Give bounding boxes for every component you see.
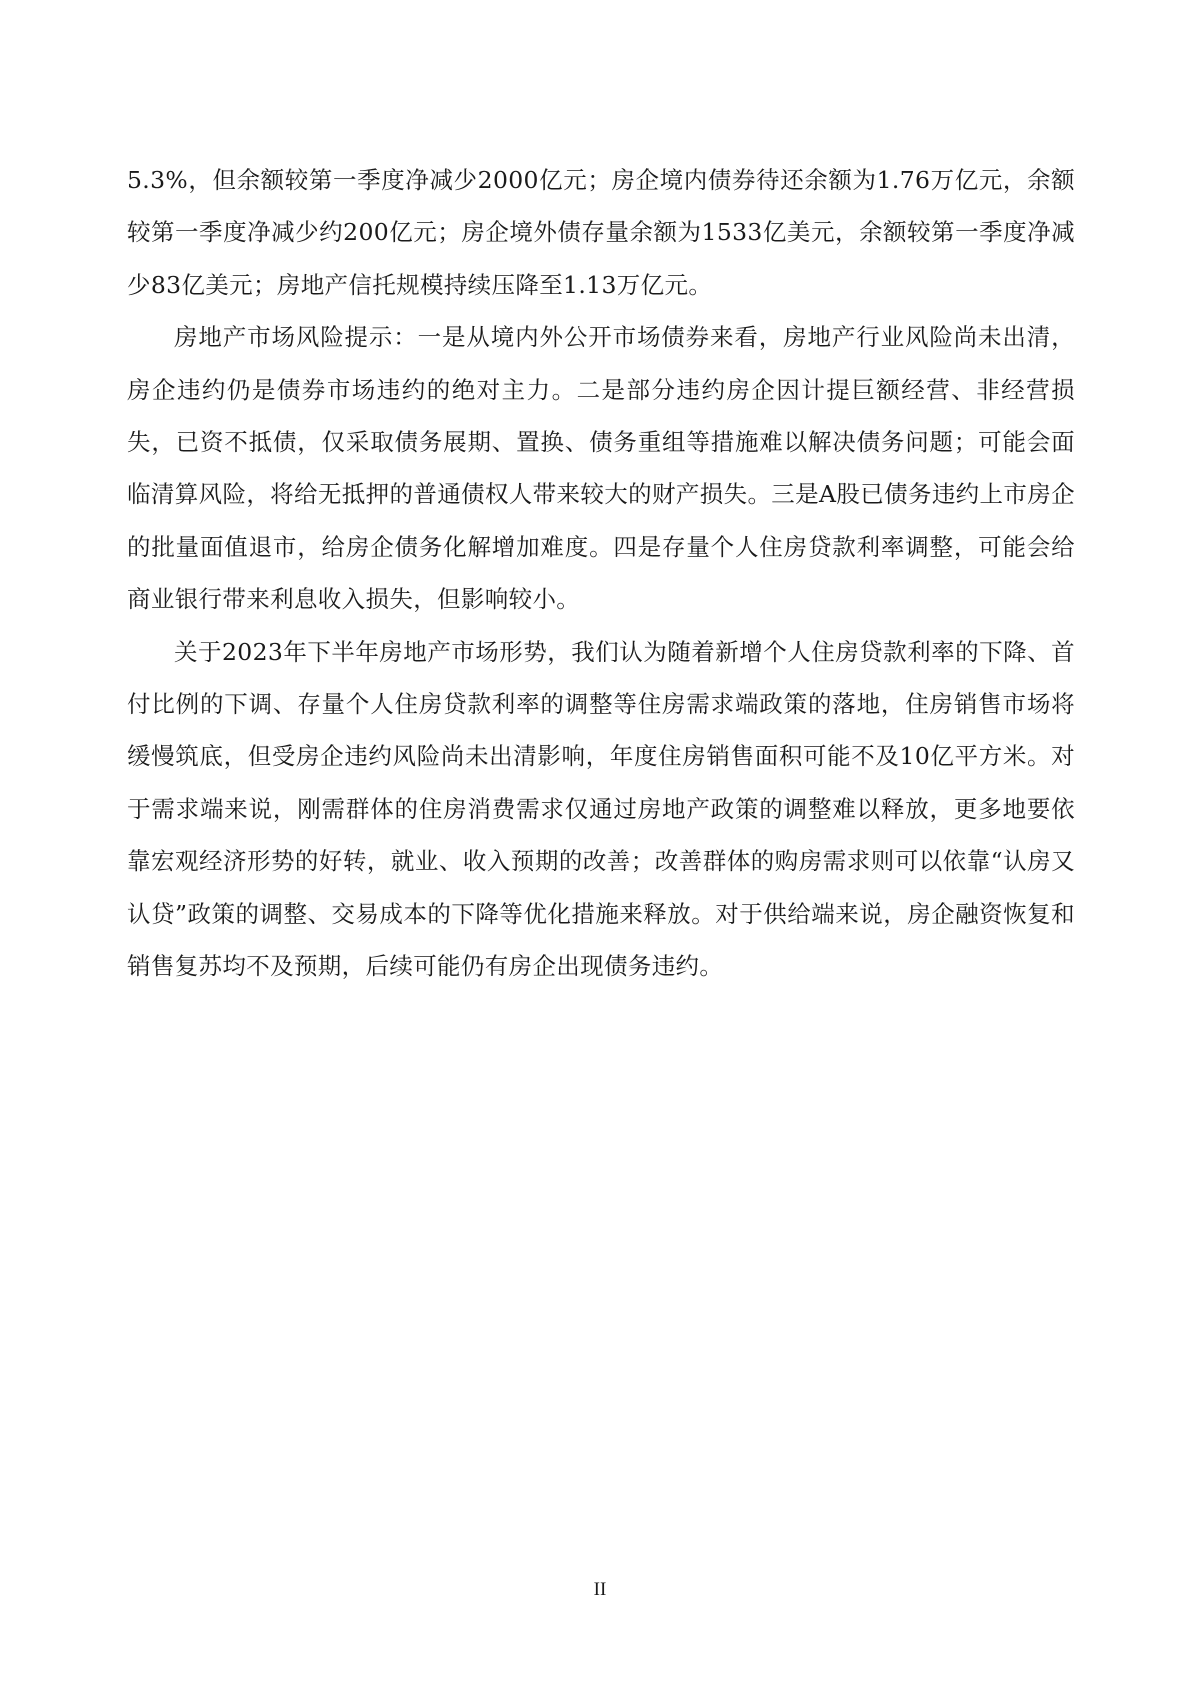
paragraph-market-outlook: 关于2023年下半年房地产市场形势，我们认为随着新增个人住房贷款利率的下降、首付比例的下调、存量个人住房贷款利率的调整等住房需求端政策的落地，住房销售市场将缓慢筑底，但受房企违约风险尚未出清影响，年度住房销售面积可能不及10亿平方米。对于需求端来说，刚需群体的住房消费需求仅通过房地产政策的调整难以释放，更多地要依靠宏观经济形势的好转，就业、收入预期的改善；改善群体的购房需求则可以依靠“认房又认贷”政策的调整、交易成本的下降等优化措施来释放。对于供给端来说，房企融资恢复和销售复苏均不及预期，后续可能仍有房企出现债务违约。 xyxy=(127,637,1075,981)
page-number: II xyxy=(593,1579,607,1600)
paragraph-risk-warning: 房地产市场风险提示：一是从境内外公开市场债券来看，房地产行业风险尚未出清，房企违约仍是债券市场违约的绝对主力。二是部分违约房企因计提巨额经营、非经营损失，已资不抵债，仅采取债务展期、置换、债务重组等措施难以解决债务问题；可能会面临清算风险，将给无抵押的普通债权人带来较大的财产损失。三是A股已债务违约上市房企的批量面值退市，给房企债务化解增加难度。四是存量个人住房贷款利率调整，可能会给商业银行带来利息收入损失，但影响较小。 xyxy=(127,323,1075,614)
paragraph-continuation: 5.3%，但余额较第一季度净减少2000亿元；房企境内债券待还余额为1.76万亿元，余额较第一季度净减少约200亿元；房企境外债存量余额为1533亿美元，余额较第一季度净减少83亿美元；房地产信托规模持续压降至1.13万亿元。 xyxy=(127,166,1075,299)
body-text xyxy=(127,154,1075,993)
